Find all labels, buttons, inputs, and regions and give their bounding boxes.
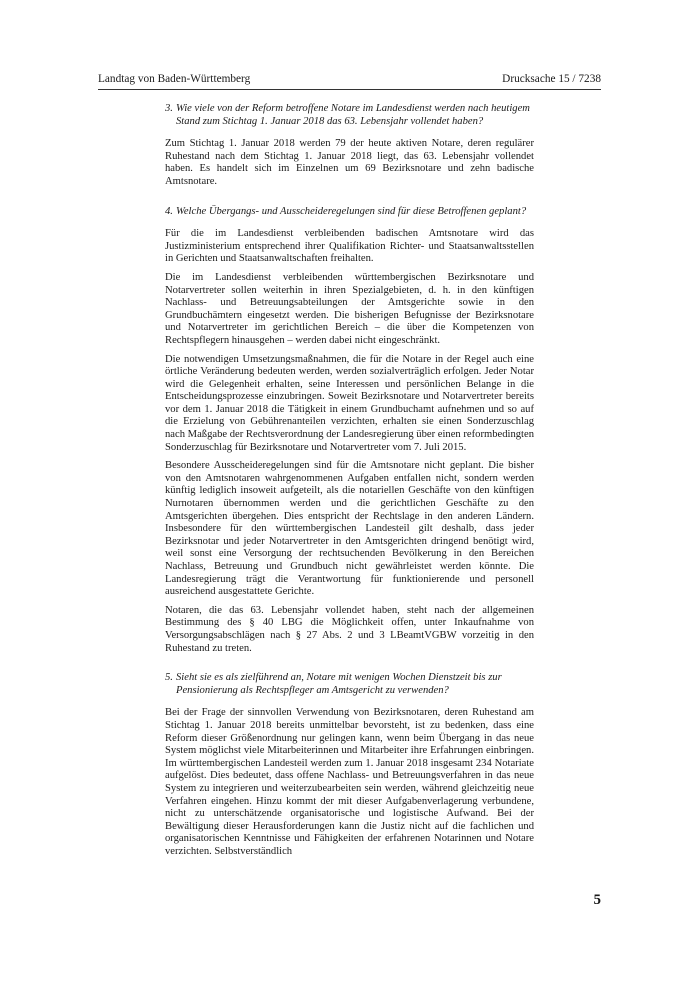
question-number: 4. [165,205,173,217]
running-header [98,71,601,87]
answer-4-paragraph: Für die im Landesdienst verbleibenden badischen Amtsnotare wird das Justizministerium entsprechend ihrer Qualifikation Richter- und Staatsanwaltsstellen in Gerichten und Staatsanwaltschaften freihalten. [165,228,534,265]
question-number: 3. [165,103,173,114]
document-body [165,103,534,864]
question-text: Wie viele von der Reform betroffene Notare im Landesdienst werden nach heutigem Stand zum Stichtag 1. Januar 2018 das 63. Lebensjahr vollendet haben? [176,103,530,127]
page-number: 5 [593,892,601,908]
answer-4-paragraph: Notaren, die das 63. Lebensjahr vollendet haben, steht nach der allgemeinen Bestimmung des § 40 LBG die Möglichkeit offen, unter Inkaufnahme von Versorgungsabschlägen nach § 27 Abs. 2 und 3 LBeamtVGBW vorzeitig in den Ruhestand zu treten. [165,604,534,654]
answer-5-paragraph: Bei der Frage der sinnvollen Verwendung von Bezirksnotaren, deren Ruhestand am Stichtag 1. Januar 2018 bereits unmittelbar bevorsteht, ist zu bedenken, dass eine Reform dieser Größenordnung nur gelingen kann, wenn beim Übergang in das neue System möglichst viele Mitarbeiterinnen und Mitarbeiter ihre Erfahrungen einbringen. Im württembergischen Landesteil werden zum 1. Januar 2018 insgesamt 234 Notariate aufgelöst. Dies bedeutet, dass offene Nachlass- und Betreuungsverfahren in das neue System zu integrieren und weiterzubearbeiten sein werden, während gleichzeitig neue Verfahren eingehen. Hinzu kommt der mit dieser Aufgabenverlagerung verbundene, nicht zu unterschätzende organisatorische und logistische Aufwand. Bei der Bewältigung dieser Herausforderungen kann die Justiz nicht auf die fachlichen und organisatorischen Kenntnisse und Fähigkeiten der erfahrenen Notarinnen und Notare verzichten. Selbstverständlich [165,707,534,857]
question-4 [165,206,534,219]
header-rule [98,89,601,90]
question-text: Sieht sie es als zielführend an, Notare mit wenigen Wochen Dienstzeit bis zur Pensionierung als Rechtspfleger am Amtsgericht zu verwenden? [176,672,502,696]
question-3 [165,103,534,128]
question-text: Welche Übergangs- und Ausscheideregelungen sind für diese Betroffenen geplant? [176,205,527,217]
question-5 [165,672,534,697]
header-publisher: Landtag von Baden-Württemberg [98,73,251,85]
answer-4-paragraph: Die notwendigen Umsetzungsmaßnahmen, die für die Notare in der Regel auch eine örtliche Veränderung bedeuten werden, werden sozialverträglich erfolgen. Jeder Notar wird die Gelegenheit erhalten, seine Interessen und persönlichen Belange in die Entscheidungsprozesse einzubringen. Soweit Bezirksnotare und Notarvertreter bereits vor dem 1. Januar 2018 die Tätigkeit in einem Grundbuchamt aufnehmen und so auf die Erzielung von Gebührenanteilen verzichten, erhalten sie einen Sonderzuschlag nach Maßgabe der Rechtsverordnung der Landesregierung über einen reformbedingten Sonderzuschlag für Bezirksnotare und Notarvertreter vom 7. Juli 2015. [165,353,534,453]
answer-4-paragraph: Besondere Ausscheideregelungen sind für die Amtsnotare nicht geplant. Die bisher von den Amtsnotaren wahrgenommenen Aufgaben entfallen nicht, sondern werden künftig lediglich insoweit aufgeteilt, als die notariellen Geschäfte von den künftigen Nurnotaren übernommen werden und die gerichtlichen Geschäfte zu den Amtsgerichten übergehen. Dies entspricht der Rechtslage in den anderen Ländern. Insbesondere für den württembergischen Landesteil gilt deshalb, dass jeder Bezirksnotar und jeder Notarvertreter in den Amtsgerichten dringend benötigt wird, weil sonst eine Versorgung der rechtsuchenden Bevölkerung in den Bereichen Nachlass, Betreuung und Grundbuch nicht gewährleistet werden könnte. Die Landesregierung trägt die Verantwortung für funktionierende und personell ausreichend ausgestattete Gerichte. [165,460,534,598]
answer-4-paragraph: Die im Landesdienst verbleibenden württembergischen Bezirksnotare und Notarvertreter sollen weiterhin in ihren Spezialgebieten, d. h. in den künftigen Nachlass- und Betreuungsabteilungen der Amtsgerichte sowie in den Grundbuchämtern eingesetzt werden. Die bisherigen Befugnisse der Bezirksnotare und Notarvertreter im gerichtlichen Bereich – die über die Kompetenzen von Rechtspflegern hinausgehen – werden dabei nicht eingeschränkt. [165,271,534,346]
answer-3-paragraph: Zum Stichtag 1. Januar 2018 werden 79 der heute aktiven Notare, deren regulärer Ruhestand nach dem Stichtag 1. Januar 2018 liegt, das 63. Lebensjahr vollendet haben. Es handelt sich im Einzelnen um 69 Bezirksnotare und zehn badische Amtsnotare. [165,138,534,187]
question-number: 5. [165,672,173,684]
header-document-number: Drucksache 15 / 7238 [502,73,601,85]
